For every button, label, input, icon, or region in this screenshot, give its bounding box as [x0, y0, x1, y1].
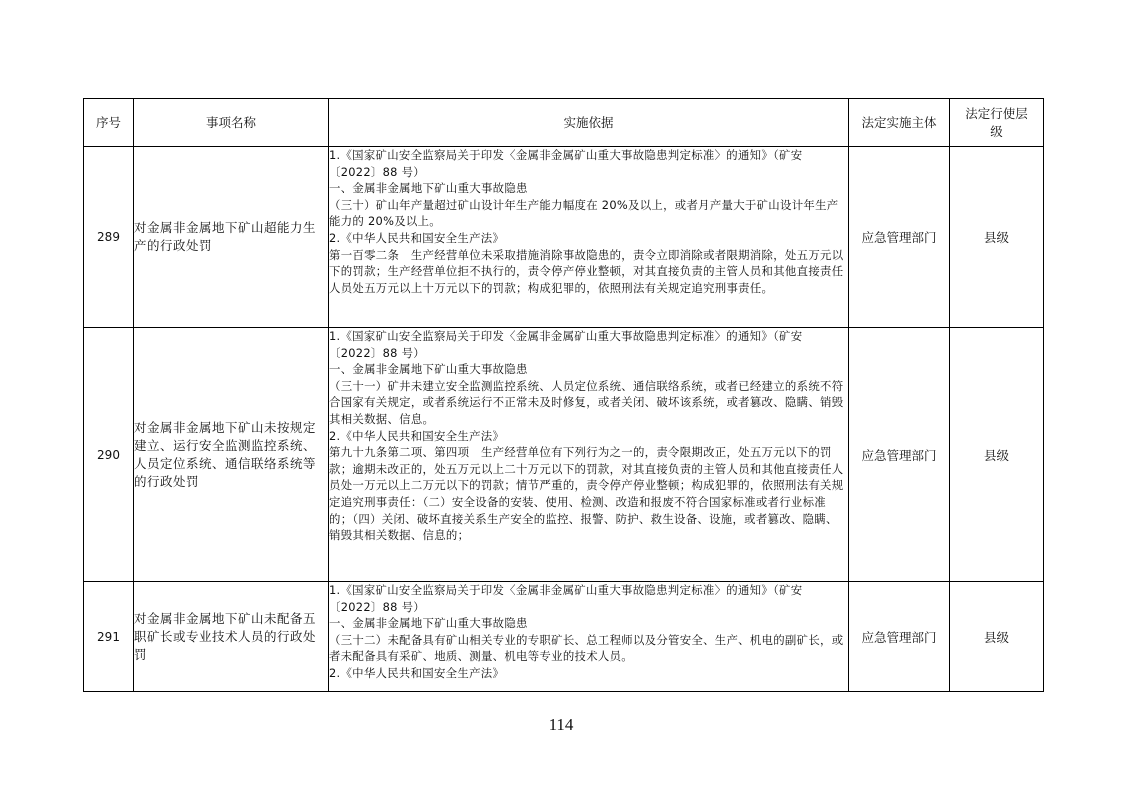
- basis-line: 2.《中华人民共和国安全生产法》: [329, 665, 505, 680]
- implementing-subject: 应急管理部门: [849, 328, 950, 582]
- basis-line: 1.《国家矿山安全监察局关于印发〈金属非金属矿山重大事故隐患判定标准〉的通知》（矿安〔2022〕88 号）: [329, 329, 803, 360]
- header-serial: 序号: [84, 99, 134, 147]
- exercise-level: 县级: [950, 147, 1044, 328]
- basis-line: 第一百零二条 生产经营单位未采取措施消除事故隐患的，责令立即消除或者限期消除，处五万元以下的罚款；生产经营单位拒不执行的，责令停产停业整顿，对其直接负责的主管人员和其他直接责任人员处五万元以上十万元以下的罚款；构成犯罪的，依照刑法有关规定追究刑事责任。: [329, 247, 844, 295]
- row-number: 289: [84, 147, 134, 328]
- basis-line: 1.《国家矿山安全监察局关于印发〈金属非金属矿山重大事故隐患判定标准〉的通知》（矿安〔2022〕88 号）: [329, 148, 803, 179]
- header-level: 法定行使层 级: [950, 99, 1044, 147]
- basis-line: 一、金属非金属地下矿山重大事故隐患: [329, 616, 528, 631]
- exercise-level: 县级: [950, 582, 1044, 692]
- basis-line: （三十一）矿井未建立安全监测监控系统、人员定位系统、通信联络系统，或者已经建立的系统不符合国家有关规定，或者系统运行不正常未及时修复，或者关闭、破坏该系统，或者篡改、隐瞒、销毁其相关数据、信息。: [329, 378, 844, 426]
- table-row: [84, 147, 1044, 328]
- page-number: 114: [548, 715, 574, 734]
- item-name: 对金属非金属地下矿山未按规定建立、运行安全监测监控系统、人员定位系统、通信联络系统等的行政处罚: [134, 328, 329, 582]
- legal-basis: [329, 147, 849, 328]
- basis-line: （三十）矿山年产量超过矿山设计年生产能力幅度在 20%及以上，或者月产量大于矿山设计年生产能力的 20%及以上。: [329, 197, 839, 229]
- implementing-subject: 应急管理部门: [849, 147, 950, 328]
- implementing-subject: 应急管理部门: [849, 582, 950, 692]
- basis-line: 一、金属非金属地下矿山重大事故隐患: [329, 181, 528, 196]
- legal-basis: [329, 582, 849, 692]
- basis-line: （三十二）未配备具有矿山相关专业的专职矿长、总工程师以及分管安全、生产、机电的副矿长，或者未配备具有采矿、地质、测量、机电等专业的技术人员。: [329, 632, 844, 664]
- basis-line: 2.《中华人民共和国安全生产法》: [329, 428, 505, 443]
- legal-basis: [329, 328, 849, 582]
- row-number: 291: [84, 582, 134, 692]
- table-row: [84, 582, 1044, 692]
- basis-line: 2.《中华人民共和国安全生产法》: [329, 230, 505, 245]
- header-basis: 实施依据: [329, 99, 849, 147]
- item-name: 对金属非金属地下矿山超能力生产的行政处罚: [134, 147, 329, 328]
- row-number: 290: [84, 328, 134, 582]
- header-item-name: 事项名称: [134, 99, 329, 147]
- header-subject: 法定实施主体: [849, 99, 950, 147]
- exercise-level: 县级: [950, 328, 1044, 582]
- enforcement-table: [83, 98, 1044, 692]
- table-header-row: [84, 99, 1044, 147]
- item-name: 对金属非金属地下矿山未配备五职矿长或专业技术人员的行政处罚: [134, 582, 329, 692]
- basis-line: 第九十九条第二项、第四项 生产经营单位有下列行为之一的，责令限期改正，处五万元以下的罚款；逾期未改正的，处五万元以上二十万元以下的罚款，对其直接负责的主管人员和其他直接责任人员处一万元以上二万元以下的罚款；情节严重的，责令停产停业整顿；构成犯罪的，依照刑法有关规定追究刑事责任：（二）安全设备的安装、使用、检测、改造和报废不符合国家标准或者行业标准的；（四）关闭、破坏直接关系生产安全的监控、报警、防护、救生设备、设施，或者篡改、隐瞒、销毁其相关数据、信息的；: [329, 445, 844, 543]
- basis-line: 1.《国家矿山安全监察局关于印发〈金属非金属矿山重大事故隐患判定标准〉的通知》（矿安〔2022〕88 号）: [329, 583, 803, 614]
- table-row: [84, 328, 1044, 582]
- basis-line: 一、金属非金属地下矿山重大事故隐患: [329, 362, 528, 377]
